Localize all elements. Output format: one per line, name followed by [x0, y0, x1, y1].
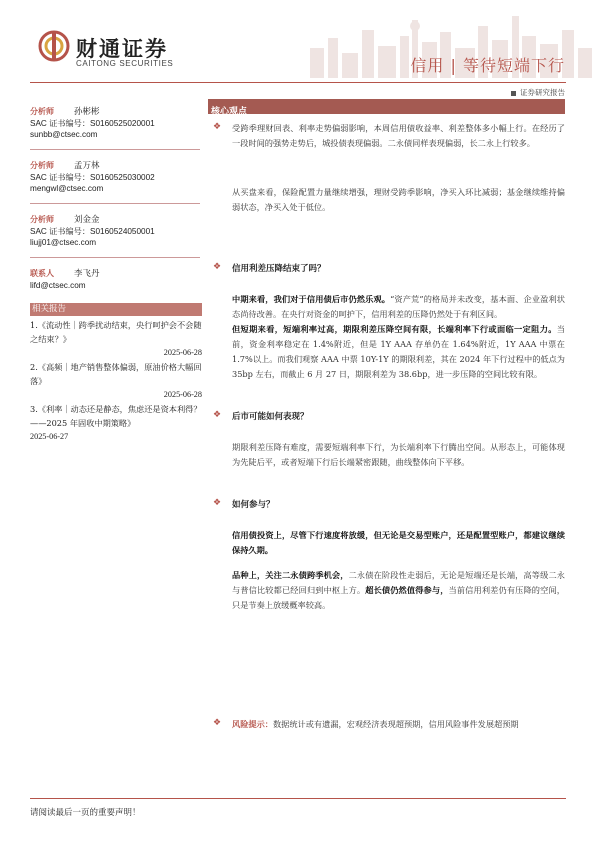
diamond-bullet-icon: ❖ [213, 122, 222, 132]
paragraph-buyers: 从买盘来看，保险配置力量继续增强，理财受跨季影响，净买入环比减弱；基金继续维持偏弱状态，净买入处于低位。 [232, 187, 565, 212]
related-report-date: 2025-06-27 [30, 432, 69, 441]
paragraph-medium-term [232, 292, 565, 322]
analyst-name: 孟万林 [74, 161, 100, 171]
analyst-email[interactable]: liujj01@ctsec.com [30, 238, 97, 247]
paragraph-bold-lead: 信用债投资上，尽管下行速度将放缓，但无论是交易型账户，还是配置型账户，都建议继续保持久期。 [232, 530, 565, 555]
report-type-text: 证券研究报告 [520, 88, 565, 97]
paragraph-body: 当前信用利差仍有压降的空间，只是节奏上放缓概率较高。 [232, 585, 565, 610]
analyst-email[interactable]: sunbb@ctsec.com [30, 130, 98, 139]
risk-label: 风险提示： [232, 719, 273, 729]
analyst-role: 分析师 [30, 214, 54, 224]
paragraph-bold-lead: 中期来看，我们对于信用债后市仍然乐观。 [232, 294, 391, 304]
related-report-title[interactable]: 1.《流动性｜跨季扰动结束，央行呵护会不会随之结束？》 [30, 320, 202, 344]
footer-divider [30, 798, 566, 799]
analyst-cert: SAC 证书编号：S0160524050001 [30, 227, 155, 236]
logo-text-en: CAITONG SECURITIES [76, 59, 174, 68]
related-reports-list [30, 318, 202, 444]
logo-text-cn: 财通证券 [76, 37, 168, 61]
related-report-item[interactable] [30, 318, 202, 360]
question-heading: 后市可能如何表现？ [232, 412, 309, 422]
diamond-bullet-icon: ❖ [213, 498, 222, 508]
header-divider [30, 82, 566, 83]
paragraph-bold-lead: 但短期来看，短端利率过高，期限利差压降空间有限，长端利率下行或面临一定阻力。 [232, 324, 557, 334]
diamond-bullet-icon: ❖ [213, 410, 222, 420]
paragraph-body: “资产荒”的格局并未改变，基本面、企业盈利状态尚待改善。在央行对资金的呵护下，信用利差的压降仍然处于有利区间。 [232, 294, 565, 319]
analyst-role: 分析师 [30, 106, 54, 116]
contact-role: 联系人 [30, 268, 54, 278]
related-report-item[interactable] [30, 402, 202, 444]
related-report-date: 2025-06-28 [163, 348, 202, 357]
analyst-email[interactable]: mengwl@ctsec.com [30, 184, 104, 193]
report-title: 信用 | 等待短端下行 [410, 56, 565, 75]
contact-card [30, 257, 200, 291]
analyst-sidebar [30, 96, 200, 300]
related-report-date: 2025-06-28 [163, 390, 202, 399]
related-report-title[interactable]: 2.《高频｜地产销售整体偏弱，原油价格大幅回落》 [30, 362, 202, 386]
analyst-card [30, 96, 200, 140]
analyst-cert: SAC 证书编号：S0160525020001 [30, 119, 155, 128]
paragraph-body: 二永债在阶段性走弱后，无论是短端还是长端，高等级二永与普信比较都已经回归到中枢上方。 [232, 570, 565, 595]
disclaimer-notice: 请阅读最后一页的重要声明！ [30, 808, 141, 818]
core-view-title: 核心观点 [211, 107, 248, 117]
contact-name: 李飞丹 [74, 269, 100, 279]
analyst-role: 分析师 [30, 160, 54, 170]
diamond-bullet-icon: ❖ [213, 718, 222, 728]
paragraph-varieties [232, 568, 565, 613]
analyst-cert: SAC 证书编号：S0160525030002 [30, 173, 155, 182]
related-report-item[interactable] [30, 360, 202, 402]
related-reports-header: 相关报告 [30, 303, 202, 316]
caitong-logo-icon [38, 30, 70, 62]
question-heading: 如何参与？ [232, 500, 275, 510]
analyst-name: 孙彬彬 [74, 107, 100, 117]
risk-text: 数据统计或有遗漏，宏观经济表现超预期，信用风险事件发展超预期 [272, 719, 519, 729]
core-view-header [208, 99, 565, 117]
paragraph-bold-lead: 品种上，关注二永债跨季机会， [232, 570, 349, 580]
paragraph-body: 当前，资金利率稳定在 1.4%附近，但是 1Y AAA 存单仍在 1.64%附近，1Y AAA 中票在 1.7%以上。而我们观察 AAA 中票 10Y-1Y 的期限利差，其在 2024 年下行过程中的低点为 35bp 左右，而截止 6 月 27 日，期限利差为 38.6bp，进一步压降的空间比较有限。 [232, 324, 565, 379]
analyst-name: 刘金金 [74, 215, 100, 225]
question-heading: 信用利差压降结束了吗？ [232, 264, 326, 274]
related-report-title[interactable]: 3.《利率｜动态还是静态，焦虑还是资本利得？——2025 年固收中期策略》 [30, 404, 202, 428]
diamond-bullet-icon: ❖ [213, 262, 222, 272]
paragraph-bold-mid: 超长债仍然值得参与， [365, 585, 449, 595]
report-type-label [511, 87, 565, 98]
risk-warning [232, 717, 565, 732]
paragraph-strategy [232, 528, 565, 558]
paragraph-market-summary: 受跨季理财回表、利率走势偏弱影响，本周信用债收益率、利差整体多小幅上行。在经历了一段时间的强势走势后，城投债表现偏弱。二永债同样表现偏弱，长二永上行较多。 [232, 123, 565, 148]
paragraph-short-term [232, 322, 565, 382]
paragraph-outlook: 期限利差压降有难度，需要短端利率下行，为长端利率下行腾出空间。从形态上，可能体现为先陡后平，或者短端下行后长端紧密跟随，曲线整体向下平移。 [232, 442, 565, 467]
analyst-card [30, 149, 200, 194]
contact-email[interactable]: lifd@ctsec.com [30, 281, 86, 290]
analyst-card [30, 203, 200, 248]
square-bullet-icon [511, 91, 516, 96]
